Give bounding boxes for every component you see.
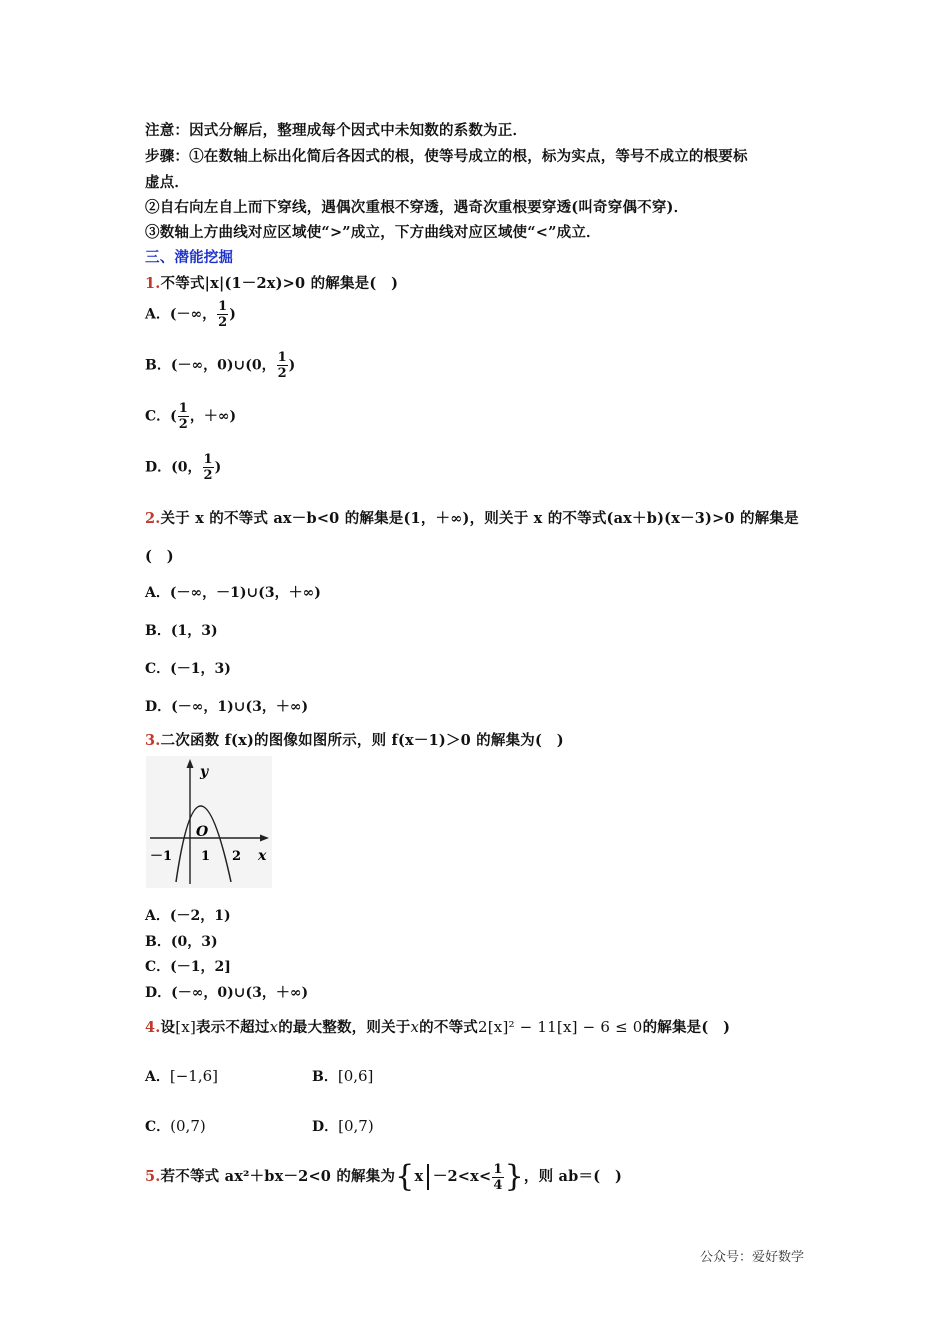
question-number: 5. [145, 1168, 161, 1185]
tick-neg1: －1 [150, 849, 173, 864]
x-label: x [258, 848, 267, 864]
tick-1: 1 [201, 849, 211, 864]
q1-option-b[interactable]: B．(－∞，0)∪(0， $\frac{1}{2}$ ) [145, 350, 296, 381]
q2-option-c[interactable]: C．(－1，3) [145, 661, 231, 677]
q3-option-d[interactable]: D．(－∞，0)∪(3，＋∞) [145, 985, 309, 1001]
tick-2: 2 [232, 849, 242, 864]
q2-option-a[interactable]: A．(－∞，－1)∪(3，＋∞) [145, 585, 321, 601]
section-title: 三、潜能挖掘 [145, 249, 234, 266]
q3-option-b[interactable]: B．(0，3) [145, 934, 218, 950]
q1-option-c[interactable]: C．( $\frac{1}{2}$ ，＋∞) [145, 401, 237, 432]
note-line: 注意：因式分解后，整理成每个因式中未知数的系数为正． [145, 122, 528, 139]
q2-option-d[interactable]: D．(－∞，1)∪(3，＋∞) [145, 699, 309, 715]
floor-x: [x] [175, 1018, 197, 1036]
question-4: 4.设[x]表示不超过x的最大整数，则关于x的不等式2[x]² − 11[x] − 6 ≤ 0的解集是( ) [145, 1018, 731, 1036]
y-label: y [200, 764, 209, 780]
parabola-graph [146, 756, 272, 888]
q1-option-d[interactable]: D．(0， $\frac{1}{2}$ ) [145, 452, 222, 483]
question-1 [145, 272, 398, 293]
question-number: 3. [145, 732, 161, 749]
set-bar [427, 1164, 429, 1190]
question-number: 1. [145, 275, 161, 292]
q4-option-c[interactable]: C．(0,7) [145, 1117, 206, 1135]
q3-option-c[interactable]: C．(－1，2] [145, 959, 231, 975]
q4-option-d[interactable]: D．[0,7) [312, 1117, 374, 1135]
step2-line: ②自右向左自上而下穿线，遇偶次重根不穿透，遇奇次重根要穿透(叫奇穿偶不穿)． [145, 199, 689, 216]
q4-option-b[interactable]: B．[0,6] [312, 1067, 374, 1085]
step3-line: ③数轴上方曲线对应区域使“>”成立，下方曲线对应区域使“<”成立． [145, 224, 601, 241]
question-stem: 不等式|x|(1－2x)>0 的解集是( ) [160, 275, 399, 292]
step1-line: 步骤：①在数轴上标出化简后各因式的根，使等号成立的根，标为实点，等号不成立的根要标 [145, 148, 748, 165]
question-number: 4. [145, 1019, 161, 1036]
question-5: 5.若不等式 ax²＋bx－2<0 的解集为{x －2<x< $\frac{1}{4}$ }，则 ab＝( ) [145, 1159, 623, 1194]
question-2 [145, 507, 799, 528]
step1-continued: 虚点． [145, 174, 190, 191]
origin-label: O [196, 824, 209, 840]
q2-option-b[interactable]: B．(1，3) [145, 623, 218, 639]
q4-option-a[interactable]: A．[−1,6] [145, 1067, 219, 1085]
left-brace: { [395, 1159, 415, 1194]
right-brace: } [504, 1159, 524, 1194]
question-stem: 二次函数 f(x)的图像如图所示，则 f(x－1)＞0 的解集为( ) [160, 732, 564, 749]
footer-watermark: 公众号：爱好数学 [699, 1250, 804, 1265]
q1-option-a[interactable]: A．(－∞， $\frac{1}{2}$ ) [145, 299, 236, 330]
question-number: 2. [145, 510, 161, 527]
question-3 [145, 729, 564, 750]
question-stem: 关于 x 的不等式 ax－b<0 的解集是(1，＋∞)，则关于 x 的不等式(ax＋b)(x－3)>0 的解集是 [160, 510, 799, 527]
q2-answer-paren: ( ) [145, 548, 174, 565]
inequality: 2[x]² − 11[x] − 6 ≤ 0 [477, 1018, 643, 1036]
graph-background [146, 756, 272, 888]
q3-option-a[interactable]: A．(－2，1) [145, 908, 231, 924]
